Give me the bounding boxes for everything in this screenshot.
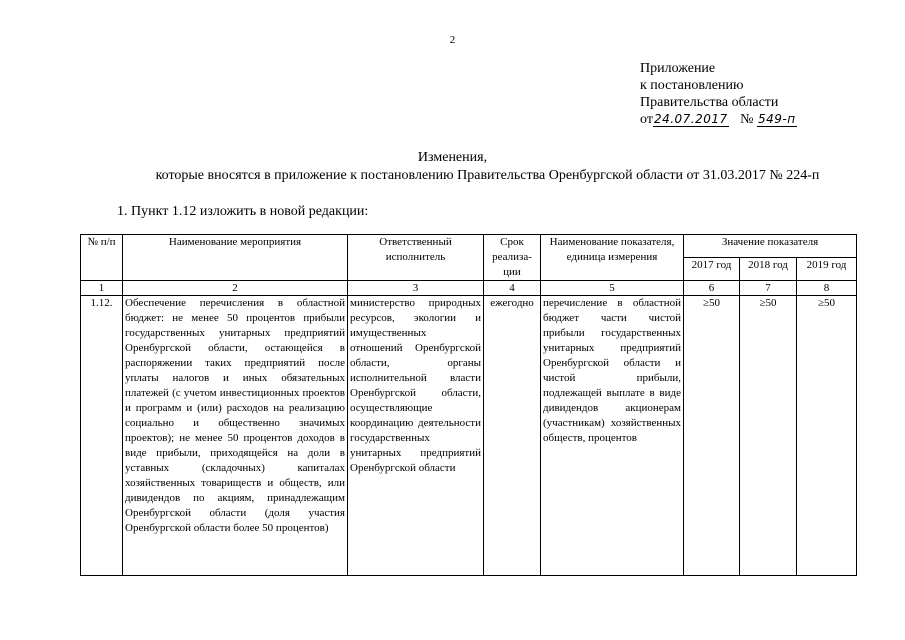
table-header-row bbox=[81, 235, 857, 258]
attachment-line-3: Правительства области bbox=[640, 95, 779, 110]
number-sign: № bbox=[740, 112, 754, 127]
handwritten-date: 24.07.2017 bbox=[653, 112, 728, 126]
document-subtitle: которые вносятся в приложение к постановлению Правительства Оренбургской области от 31.03.2017 № 224-п bbox=[155, 168, 820, 183]
handwritten-number: 549-п bbox=[758, 112, 796, 126]
header-year-2018: 2018 год bbox=[740, 258, 797, 281]
page-number: 2 bbox=[449, 34, 456, 46]
attachment-line-1: Приложение bbox=[640, 61, 716, 76]
header-year-2019: 2019 год bbox=[797, 258, 857, 281]
column-number: 3 bbox=[348, 281, 484, 296]
row-term: ежегодно bbox=[484, 296, 541, 576]
document-title: Изменения, bbox=[417, 150, 488, 165]
column-number: 8 bbox=[797, 281, 857, 296]
date-prefix: от bbox=[640, 112, 653, 127]
row-executor: министерство природных ресурсов, экологии и имущественных отношений Оренбургской области, органы исполнительной власти Оренбургской области, осуществляющие координацию деятельности государственных унитарных предприятий Оренбургской области bbox=[348, 296, 484, 576]
row-value-2017: ≥50 bbox=[684, 296, 740, 576]
row-indicator: перечисление в областной бюджет части чистой прибыли государственных унитарных предприятий Оренбургской области и чистой прибыли, подлежащей выплате в виде дивидендов акционерам (участникам) хозяйственных обществ, процентов bbox=[541, 296, 684, 576]
header-value-group: Значение показателя bbox=[684, 235, 857, 258]
column-number: 1 bbox=[81, 281, 123, 296]
header-executor: Ответственный исполнитель bbox=[348, 235, 484, 281]
header-indicator: Наименование показателя, единица измерения bbox=[541, 235, 684, 281]
row-event: Обеспечение перечисления в областной бюджет: не менее 50 процентов прибыли государственных унитарных предприятий Оренбургской области, остающейся в распоряжении таких предприятий после уплаты налогов и иных обязательных платежей (с учетом инвестиционных проектов и программ и (или) расходов на реализацию социально и общественно значимых проектов); не менее 50 процентов доходов в виде прибыли, приходящейся на доли в уставных (складочных) капиталах хозяйственных товариществ и обществ, или дивидендов по акциям, принадлежащим Оренбургской области (доля участия Оренбургской области более 50 процентов) bbox=[123, 296, 348, 576]
column-number: 4 bbox=[484, 281, 541, 296]
table-row bbox=[81, 296, 857, 576]
column-number: 2 bbox=[123, 281, 348, 296]
row-value-2018: ≥50 bbox=[740, 296, 797, 576]
changes-table bbox=[80, 234, 857, 576]
header-num: № п/п bbox=[81, 235, 123, 281]
row-value-2019: ≥50 bbox=[797, 296, 857, 576]
column-number: 5 bbox=[541, 281, 684, 296]
column-number: 7 bbox=[740, 281, 797, 296]
row-num: 1.12. bbox=[81, 296, 123, 576]
column-number: 6 bbox=[684, 281, 740, 296]
attachment-date-line bbox=[640, 111, 797, 128]
header-year-2017: 2017 год bbox=[684, 258, 740, 281]
attachment-line-2: к постановлению bbox=[640, 78, 744, 93]
header-event: Наименование мероприятия bbox=[123, 235, 348, 281]
paragraph-instruction: 1. Пункт 1.12 изложить в новой редакции: bbox=[117, 204, 369, 219]
column-numbers-row bbox=[81, 281, 857, 296]
header-term: Срок реализа-ции bbox=[484, 235, 541, 281]
